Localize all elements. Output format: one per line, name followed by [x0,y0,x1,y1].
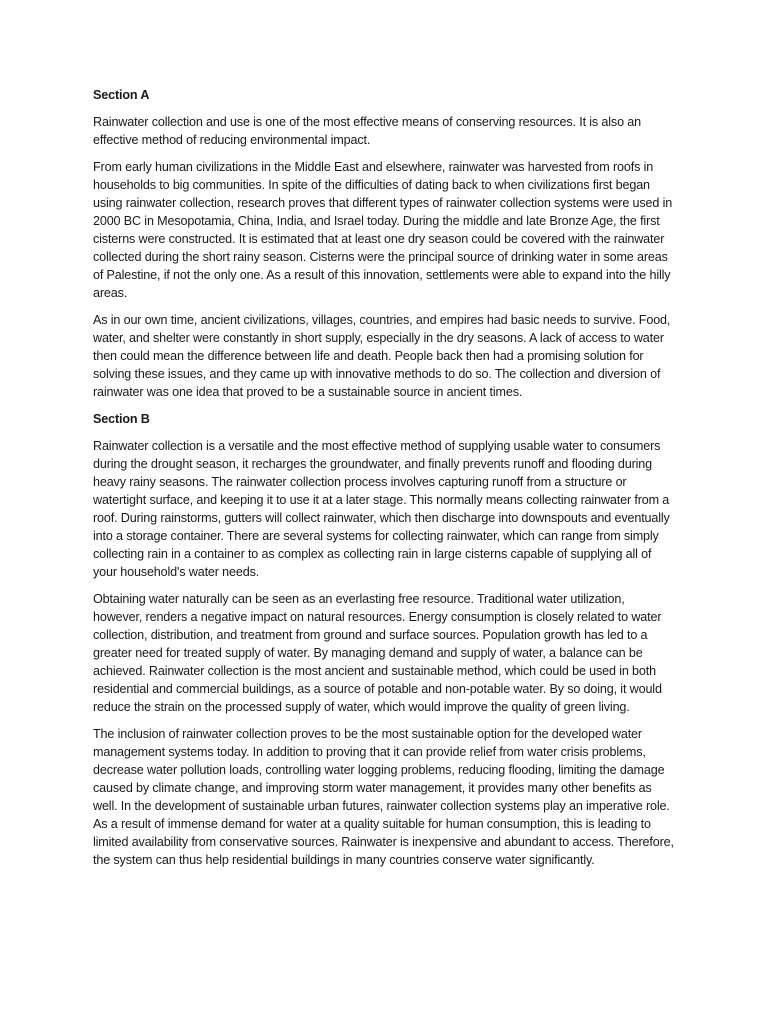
section-b-paragraph-1: Rainwater collection is a versatile and the most effective method of supplying usable water to consumers during the drought season, it recharges the groundwater, and finally prevents runoff and flooding during heavy rainy seasons. The rainwater collection process involves capturing runoff from a structure or watertight surface, and keeping it to use it at a later stage. This normally means collecting rainwater from a roof. During rainstorms, gutters will collect rainwater, which then discharge into downspouts and eventually into a storage container. There are several systems for collecting rainwater, which can range from simply collecting rain in a container to as complex as collecting rain in large cisterns capable of supplying all of your household's water needs. [93,439,670,579]
section-b-heading: Section B [93,412,150,426]
section-a-paragraph-2: From early human civilizations in the Middle East and elsewhere, rainwater was harvested from roofs in households to big communities. In spite of the difficulties of dating back to when civilizations first began using rainwater collection, research proves that different types of rainwater collection systems were used in 2000 BC in Mesopotamia, China, India, and Israel today. During the middle and late Bronze Age, the first cisterns were constructed. It is estimated that at least one dry season could be covered with the rainwater collected during the short rainy season. Cisterns were the principal source of drinking water in some areas of Palestine, if not the only one. As a result of this innovation, settlements were able to expand into the hilly areas. [93,160,673,300]
section-a-paragraph-3: As in our own time, ancient civilizations, villages, countries, and empires had basic needs to survive. Food, water, and shelter were constantly in short supply, especially in the dry seasons. A lack of access to water then could mean the difference between life and death. People back then had a promising solution for solving these issues, and they came up with innovative methods to do so. The collection and diversion of rainwater was one idea that proved to be a sustainable source in ancient times. [93,313,671,399]
document-page [93,86,675,878]
section-a-heading: Section A [93,88,150,102]
section-b-paragraph-2: Obtaining water naturally can be seen as an everlasting free resource. Traditional water utilization, however, renders a negative impact on natural resources. Energy consumption is closely related to water collection, distribution, and treatment from ground and surface sources. Population growth has led to a greater need for treated supply of water. By managing demand and supply of water, a balance can be achieved. Rainwater collection is the most ancient and sustainable method, which could be used in both residential and commercial buildings, as a source of potable and non-potable water. By so doing, it would reduce the strain on the processed supply of water, which would improve the quality of green living. [93,592,662,714]
section-b [93,410,675,869]
section-b-paragraph-3: The inclusion of rainwater collection proves to be the most sustainable option for the developed water management systems today. In addition to proving that it can provide relief from water crisis problems, decrease water pollution loads, controlling water logging problems, reducing flooding, limiting the damage caused by climate change, and improving storm water management, it provides many other benefits as well. In the development of sustainable urban futures, rainwater collection systems play an imperative role. As a result of immense demand for water at a quality suitable for human consumption, this is leading to limited availability from conservative sources. Rainwater is inexpensive and abundant to access. Therefore, the system can thus help residential buildings in many countries conserve water significantly. [93,727,674,867]
section-a [93,86,675,401]
section-a-paragraph-1: Rainwater collection and use is one of the most effective means of conserving resources. It is also an effective method of reducing environmental impact. [93,115,641,147]
